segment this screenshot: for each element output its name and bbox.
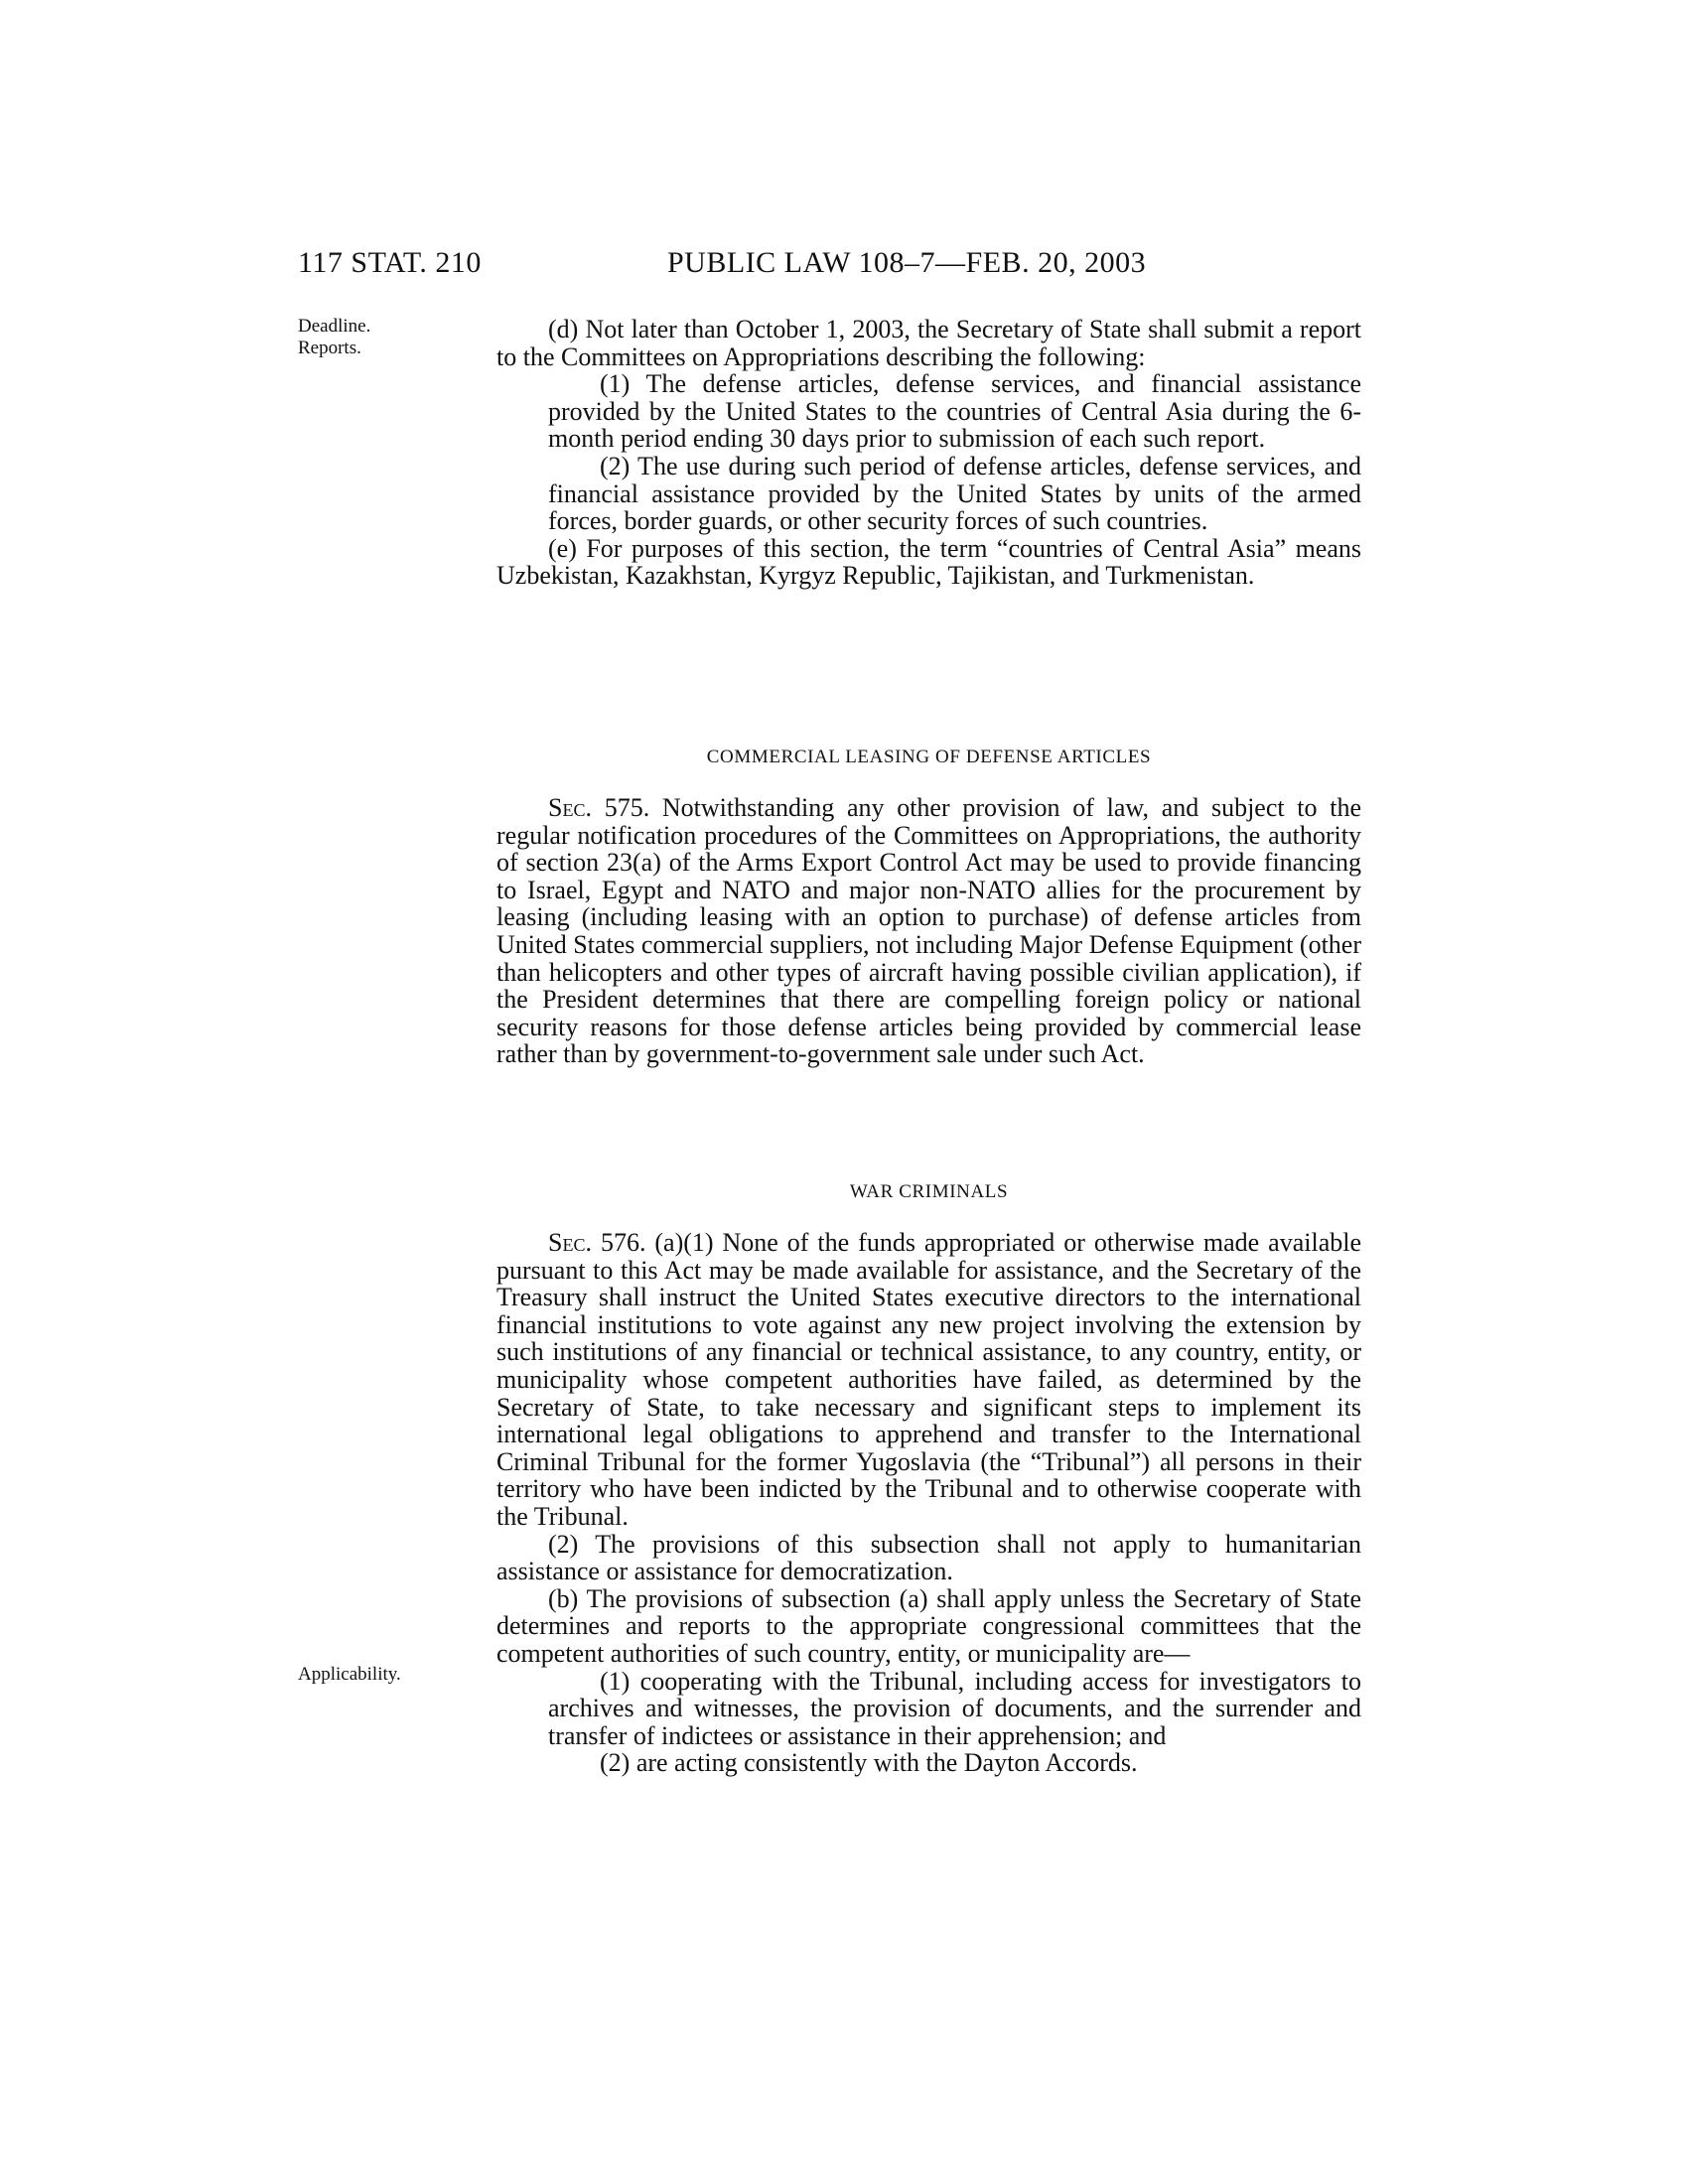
page-header-stat-ref: 117 STAT. 210 <box>298 246 482 279</box>
subsection-d-intro: (d) Not later than October 1, 2003, the Secretary of State shall submit a report to the Committees on Appropriations describing the following: <box>496 315 1361 371</box>
section-575-text <box>496 794 1361 1068</box>
section-575-label: Sec. <box>548 793 592 822</box>
section-576-b2: (2) are acting consistently with the Dayton Accords. <box>600 1748 1138 1778</box>
margin-note-reports: Reports. <box>298 338 361 358</box>
subsection-e: (e) For purposes of this section, the term “countries of Central Asia” means Uzbekistan, Kazakhstan, Kyrgyz Republic, Tajikistan, and Turkmenistan. <box>496 533 1361 591</box>
section-576-b: (b) The provisions of subsection (a) shall apply unless the Secretary of State determines and reports to the appropriate congressional committees that the competent authorities of such country, entity, or municipality are— <box>496 1583 1361 1668</box>
section-576-a1 <box>496 1229 1361 1531</box>
section-576-label: Sec. <box>548 1228 592 1257</box>
section-575-block <box>496 794 1361 1068</box>
heading-war-criminals: WAR CRIMINALS <box>849 1181 1009 1202</box>
section-576-a2: (2) The provisions of this subsection shall not apply to humanitarian assistance or assistance for democratization. <box>496 1529 1361 1586</box>
section-d-e-block <box>496 316 1361 590</box>
section-576-b1: (1) cooperating with the Tribunal, including access for investigators to archives and witnesses, the provision of documents, and the surrender and transfer of indictees or assistance in their apprehension; and <box>548 1666 1361 1750</box>
section-576-block <box>496 1229 1361 1777</box>
section-575-body: 575. Notwithstanding any other provision of law, and subject to the regular notification procedures of the Committees on Appropriations, the authority of section 23(a) of the Arms Export Control Act may be used to provide financing to Israel, Egypt and NATO and major non-NATO allies for the procurement by leasing (including leasing with an option to purchase) of defense articles from United States commercial suppliers, not including Major Defense Equipment (other than helicopters and other types of aircraft having possible civilian application), if the President determines that there are compelling foreign policy or national security reasons for those defense articles being provided by commercial lease rather than by government-to-government sale under such Act. <box>496 793 1362 1069</box>
margin-note-applicability <box>298 1664 401 1686</box>
margin-note-applicability-text: Applicability. <box>298 1664 401 1685</box>
subsection-d-paragraph-2: (2) The use during such period of defense articles, defense services, and financial assistance provided by the United States by units of the armed forces, border guards, or other security forces of such countries. <box>548 451 1361 536</box>
subsection-d-paragraph-1: (1) The defense articles, defense services, and financial assistance provided by the United States to the countries of Central Asia during the 6-month period ending 30 days prior to submission of each such report. <box>548 369 1361 454</box>
margin-note-deadline: Deadline. <box>298 316 371 337</box>
margin-note-deadline-reports <box>298 316 370 359</box>
page-header-title: PUBLIC LAW 108–7—FEB. 20, 2003 <box>667 246 1147 279</box>
heading-commercial-leasing: COMMERCIAL LEASING OF DEFENSE ARTICLES <box>706 747 1152 767</box>
section-576-a1-body: 576. (a)(1) None of the funds appropriated or otherwise made available pursuant to this Act may be made available for assistance, and the Secretary of the Treasury shall instruct the United States executive directors to the international financial institutions to vote against any new project involving the extension by such institutions of any financial or technical assistance, to any country, entity, or municipality whose competent authorities have failed, as determined by the Secretary of State, to take necessary and significant steps to implement its international legal obligations to apprehend and transfer to the International Criminal Tribunal for the former Yugoslavia (the “Tribunal”) all persons in their territory who have been indicted by the Tribunal and to otherwise cooperate with the Tribunal. <box>496 1228 1361 1531</box>
